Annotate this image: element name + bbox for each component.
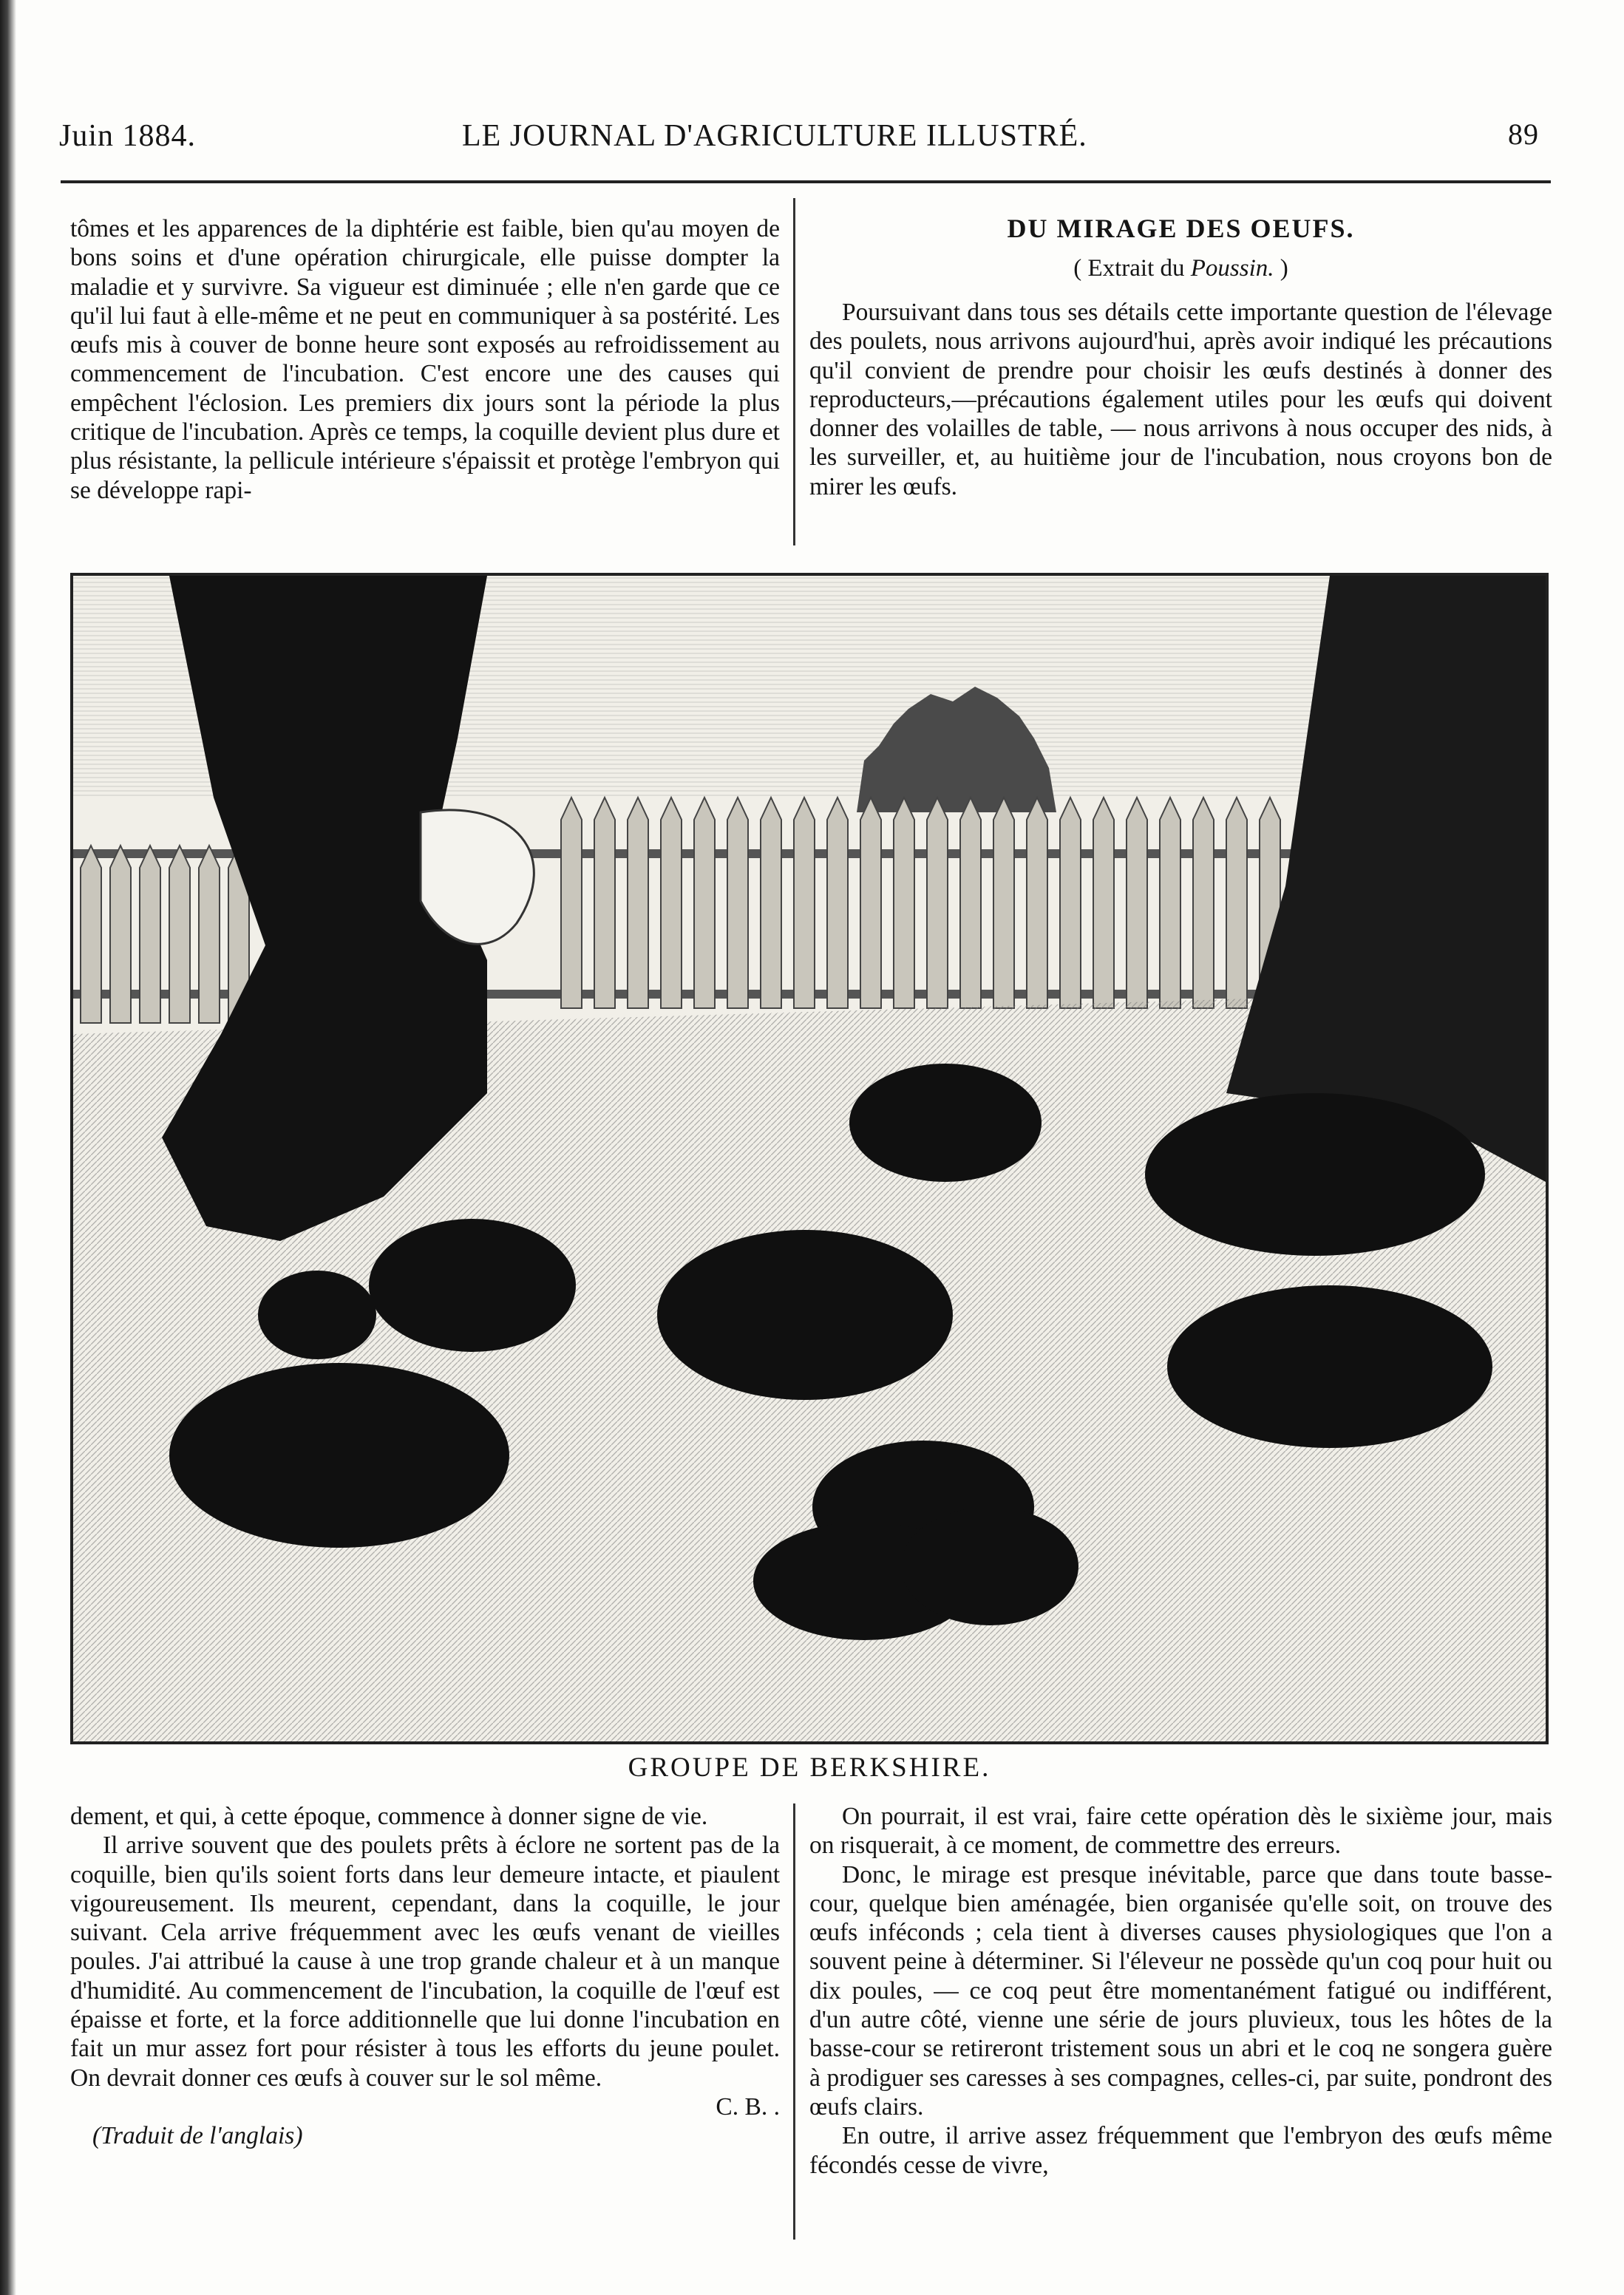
berkshire-illustration	[70, 573, 1549, 1744]
translation-note: (Traduit de l'anglais)	[92, 2122, 303, 2150]
bottom-left-paragraph-1: dement, et qui, à cette époque, commence à donner signe de vie.	[70, 1803, 708, 1830]
bottom-right-column	[809, 1802, 1552, 2180]
journal-title: LE JOURNAL D'AGRICULTURE ILLUSTRÉ.	[462, 119, 1087, 153]
header-rule	[61, 180, 1551, 183]
top-left-paragraph: tômes et les apparences de la diphtérie est faible, bien qu'au moyen de bons soins et d'une opération chirurgicale, elle puisse dompter la maladie et y survivre. Sa vigueur est diminuée ; elle n'en garde que ce qu'il lui faut à elle-même et ne peut en communiquer à sa postérité. Les œufs mis à couver de bonne heure sont exposés au refroidissement au commencement de l'incubation. C'est encore une des causes qui empêchent l'éclosion. Les premiers dix jours sont la période la plus critique de l'incubation. Après ce temps, la coquille devient plus dure et plus résistante, la pellicule intérieure s'épaissit et protège l'embryon qui se développe rapi-	[70, 215, 780, 504]
bottom-right-paragraph-3: En outre, il arrive assez fréquemment que l'embryon des œufs même fécondés cesse de vivre,	[809, 2122, 1552, 2179]
source-name: Poussin.	[1190, 255, 1274, 282]
top-right-column	[809, 298, 1552, 501]
section-source: ( Extrait du Poussin. )	[1073, 255, 1288, 282]
berkshire-pigs-engraving	[73, 576, 1546, 1741]
issue-date: Juin 1884.	[59, 119, 197, 153]
bottom-left-column	[70, 1802, 780, 2151]
mirage-paragraph-1: Poursuivant dans tous ses détails cette importante question de l'élevage des poulets, nous arrivons aujourd'hui, après avoir indiqué les précautions qu'il convient de prendre pour choisir les œufs destinés à donner des reproducteurs,—précautions également utiles pour les œufs qui doivent donner des volailles de table, — nous arrivons à nous occuper des nids, à les surveiller, et, au huitième jour de l'incubation, nous croyons bon de mirer les œufs.	[809, 299, 1552, 500]
top-left-column	[70, 214, 780, 505]
page-number: 89	[1508, 118, 1539, 151]
bottom-right-paragraph-2: Donc, le mirage est presque inévitable, parce que dans toute basse-cour, quelque bien aménagée, bien organisée qu'elle soit, on trouve des œufs inféconds ; cela tient à diverses causes physiologiques que l'on a souvent peine à déterminer. Si l'éleveur ne possède qu'un coq pour huit ou dix poules, — ce coq peut être momentanément fatigué ou indifférent, d'un autre côté, vienne une série de jours pluvieux, tous les hôtes de la basse-cour se retireront tristement sous un abri et le coq ne songera guère à prodiguer ses caresses à ses compagnes, celles-ci, par suite, pondront des œufs clairs.	[809, 1860, 1552, 2121]
column-divider-top	[793, 198, 795, 545]
bottom-right-paragraph-1: On pourrait, il est vrai, faire cette opération dès le sixième jour, mais on risquerait, à ce moment, de commettre des erreurs.	[809, 1803, 1552, 1860]
section-title: DU MIRAGE DES OEUFS.	[1007, 214, 1355, 243]
illustration-caption: GROUPE DE BERKSHIRE.	[628, 1752, 991, 1783]
scan-edge-shadow	[0, 0, 16, 2295]
column-divider-bottom	[793, 1803, 795, 2240]
bottom-left-paragraph-2: Il arrive souvent que des poulets prêts à éclore ne sortent pas de la coquille, bien qu'ils soient forts dans leur demeure intacte, et piaulent vigoureusement. Ils meurent, cependant, dans la coquille, le jour suivant. Cela arrive fréquemment avec les œufs venant de vieilles poules. J'ai attribué la cause à une trop grande chaleur et à un manque d'humidité. Au commencement de l'incubation, la coquille de l'œuf est épaisse et forte, et la force additionnelle que lui donne l'incubation en fait un mur assez fort pour résister à tous les efforts du jeune poulet. On devrait donner ces œufs à couver sur le sol même.	[70, 1832, 780, 2092]
signature: C. B. .	[716, 2092, 780, 2121]
